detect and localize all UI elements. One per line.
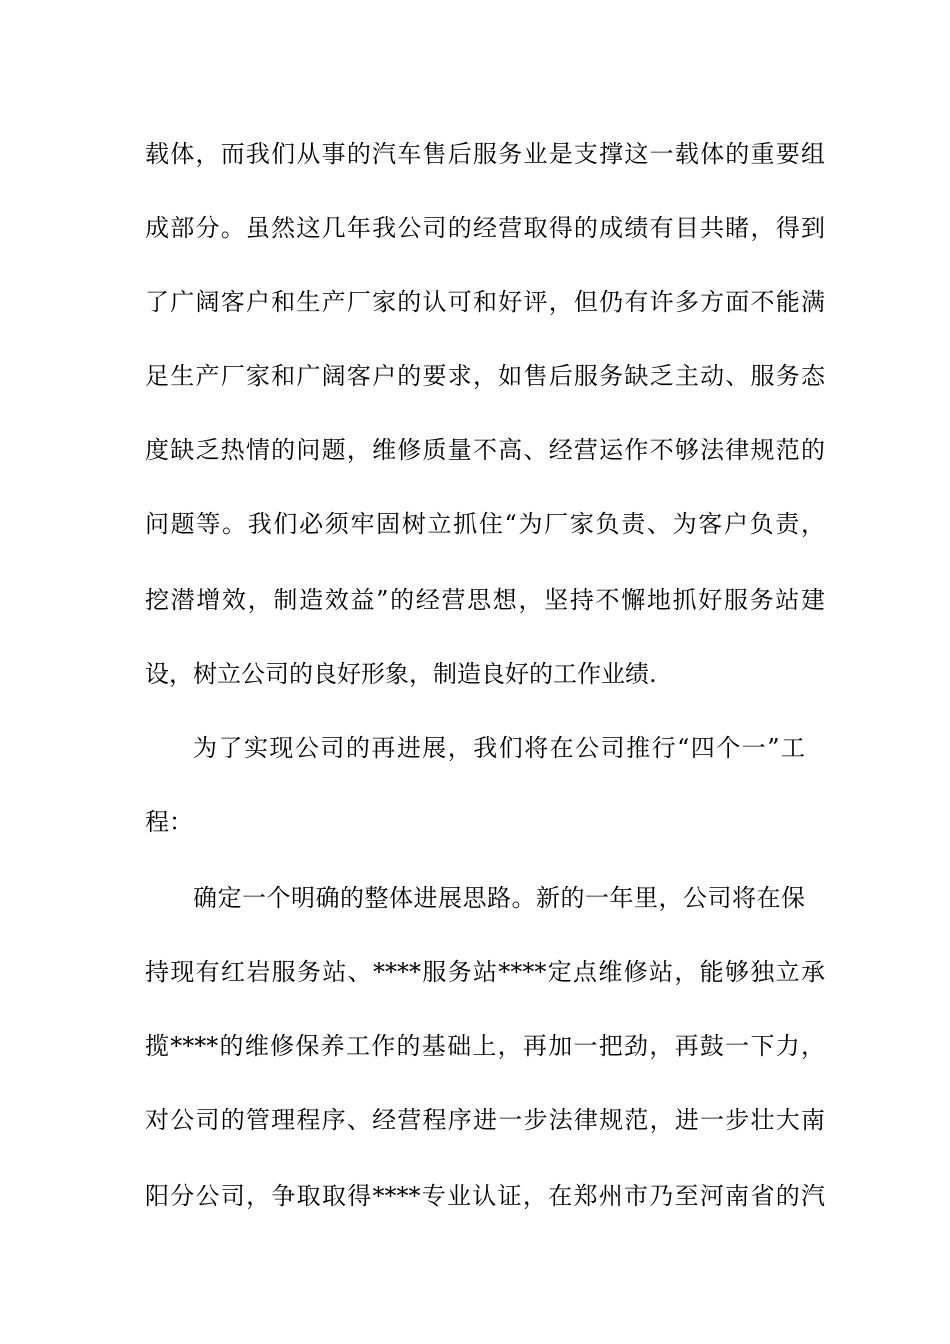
text-line: 揽****的维修保养工作的基础上，再加一把劲，再鼓一下力， (145, 1032, 825, 1060)
text-line: 载体，而我们从事的汽车售后服务业是支撑这一载体的重要组 (145, 140, 825, 168)
text-line: 阳分公司，争取取得****专业认证，在郑州市乃至河南省的汽 (145, 1182, 825, 1210)
text-line: 挖潜增效，制造效益”的经营思想，坚持不懈地抓好服务站建 (145, 586, 825, 614)
paragraph-first-line: 确定一个明确的整体进展思路。新的一年里，公司将在保 (193, 884, 805, 912)
text-line: 问题等。我们必须牢固树立抓住“为厂家负责、为客户负责， (145, 510, 825, 538)
text-line: 足生产厂家和广阔客户的要求，如售后服务缺乏主动、服务态 (145, 362, 825, 390)
text-line: 程： (145, 808, 193, 836)
text-line: 对公司的管理程序、经营程序进一步法律规范，进一步壮大南 (145, 1106, 825, 1134)
text-line: 设，树立公司的良好形象，制造良好的工作业绩. (145, 660, 657, 688)
paragraph-first-line: 为了实现公司的再进展，我们将在公司推行“四个一”工 (193, 734, 805, 762)
text-line: 度缺乏热情的问题，维修质量不高、经营运作不够法律规范的 (145, 436, 825, 464)
text-line: 持现有红岩服务站、****服务站****定点维修站，能够独立承 (145, 958, 825, 986)
text-line: 成部分。虽然这几年我公司的经营取得的成绩有目共睹，得到 (145, 214, 825, 242)
text-line: 了广阔客户和生产厂家的认可和好评，但仍有许多方面不能满 (145, 288, 825, 316)
